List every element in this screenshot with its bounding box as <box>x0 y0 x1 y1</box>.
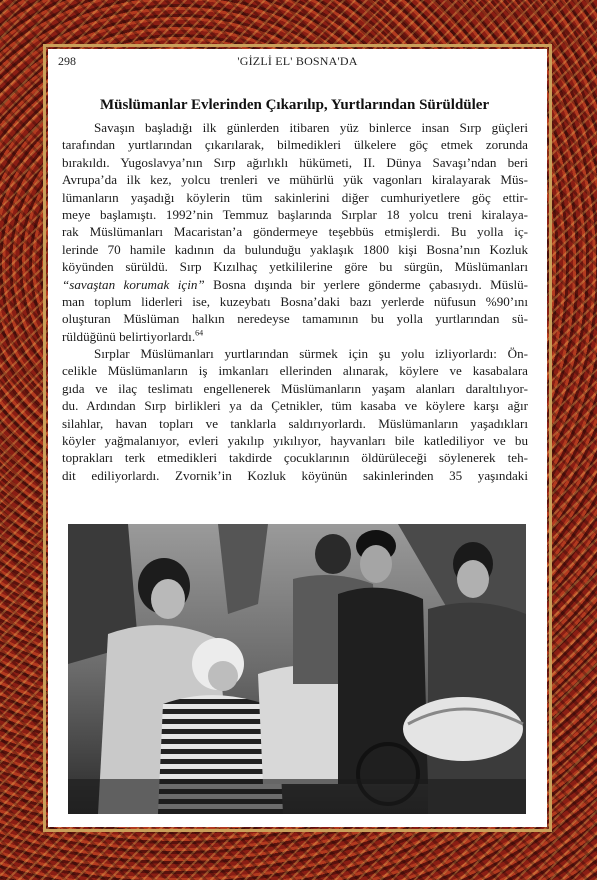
paragraph-2-line: du. Ardından Sırp birlikleri ya da Çetnikler, tüm kasaba ve köylere karşı ağır <box>62 398 528 414</box>
paragraph-2-line: silahlar, havan topları ve tanklarla saldırıyorlardı. Müslümanların yaşadıkları <box>62 415 528 431</box>
italic-quote: “savaştan korumak için” <box>62 276 205 292</box>
paragraph-1-line: köyünden sürüldü. Sırp Kızılhaç yetkililerine göre bu sürgün, Müslümanları <box>62 259 528 275</box>
paragraph-1-line: meye başlamıştı. 1992’nin Temmuz başlarında Sırplar 18 yolcu treni kiralaya- <box>62 206 528 222</box>
paragraph-1-line: tarafından yurtlarından çıkarılarak, bilmedikleri ülkelere göç etmek zorunda <box>62 137 528 153</box>
paragraph-2-line: dit ediliyorlardı. Zvornik’in Kozluk köyünün sakinlerinden 35 yaşındaki <box>62 467 528 483</box>
body-text <box>62 119 528 484</box>
paragraph-2-line: celikle Müslümanların iş imkanları ellerinden alınarak, köylere ve kasabalara <box>62 363 528 379</box>
running-head: 'GİZLİ EL' BOSNA'DA <box>237 54 358 68</box>
page-number: 298 <box>58 54 76 68</box>
paragraph-1-line: oluşturan Müslüman halkın neredeyse tamamının bu yolla yurtlarından sü- <box>62 311 528 327</box>
paragraph-1-line: bırakıldı. Yugoslavya’nın Sırp ağırlıklı hükümeti, II. Dünya Savaşı’ndan beri <box>62 154 528 170</box>
photo-illustration <box>68 524 526 814</box>
refugee-photo <box>68 524 526 814</box>
paragraph-1-line: lerinde 70 hamile kadının da bulunduğu yaklaşık 1800 kişi Bosna’nın Kozluk <box>62 241 528 257</box>
paragraph-2-line: Sırplar Müslümanları yurtlarından sürmek için şu yolu izliyorlardı: Ön- <box>94 346 528 362</box>
paragraph-1-line: lümanların yaşadığı köylerin tüm sakinlerini diğer cumhuriyetlere göç ettir- <box>62 189 528 205</box>
line-rest: Bosna dışında bir yerlere gönderme çabasıydı. Müslü- <box>204 276 528 292</box>
paragraph-2-line: gıda ve ilaç teslimatı engellenerek Müslümanların yaşam alanları daraltılıyor- <box>62 380 528 396</box>
paragraph-2-line: köyler yağmalanıyor, evleri yakılıp yıkılıyor, hayvanları bile katlediliyor ve bu <box>62 433 528 449</box>
paragraph-1-line: Savaşın başladığı ilk günlerden itibaren yüz binlerce insan Sırp güçleri <box>94 120 528 135</box>
paragraph-2-line: toprakları terk etmedikleri takdirde çocuklarının öldürüleceği söylenerek teh- <box>62 450 528 466</box>
line-text: rüldüğünü belirtiyorlardı. <box>62 328 196 344</box>
paragraph-1-line <box>62 328 528 345</box>
paragraph-1-line: Avrupa’da ilk kez, yolcu trenleri ve mühürlü yük vagonları kiralayarak Müs- <box>62 172 528 188</box>
paragraph-1-line <box>62 276 528 293</box>
book-page <box>48 49 547 827</box>
paragraph-1-line: rak Müslümanları Macaristan’a göndermeye teşebbüs etmişlerdi. Bu yolla iç- <box>62 224 528 240</box>
paragraph-1-line: man toplum liderleri ise, kuzeybatı Bosna’daki bazı yerlerde nüfusun %90’ını <box>62 293 528 309</box>
section-title: Müslümanlar Evlerinden Çıkarılıp, Yurtlarından Sürüldüler <box>100 97 490 113</box>
footnote-marker[interactable]: 64 <box>195 328 204 338</box>
